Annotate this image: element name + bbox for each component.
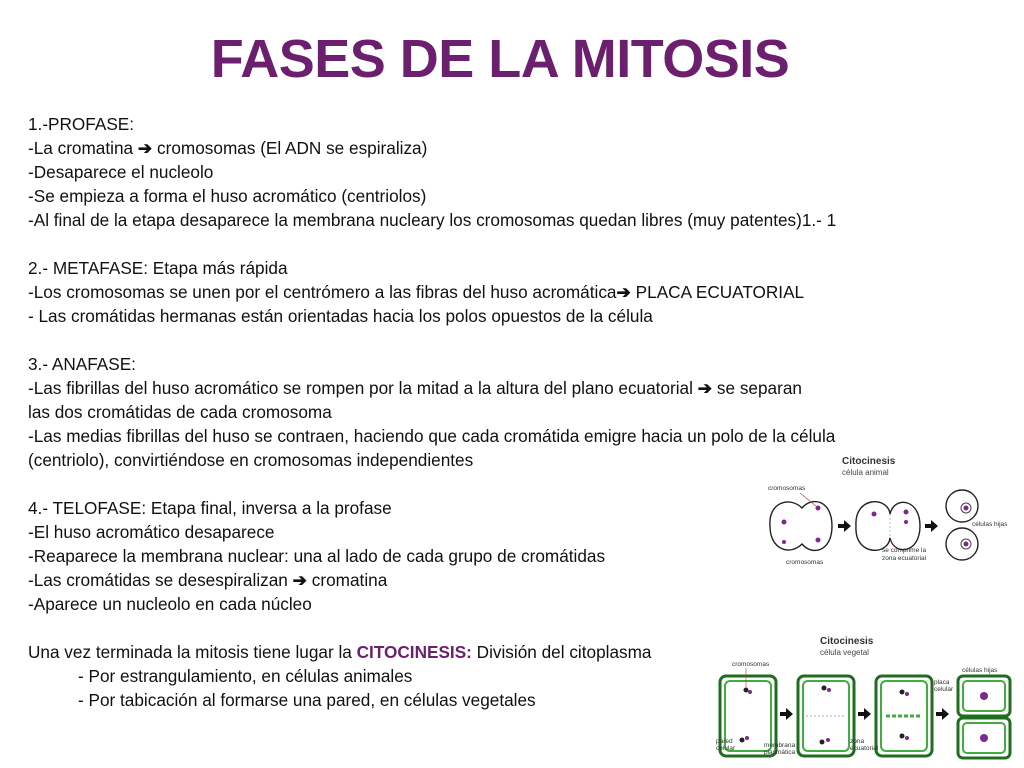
arrow-icon: ➔ bbox=[697, 378, 713, 398]
text-segment: cromosomas (El ADN se espiraliza) bbox=[152, 138, 428, 158]
label-cromosomas-top: cromosomas bbox=[768, 485, 806, 492]
metafase-line-1 bbox=[28, 280, 998, 304]
chromosome bbox=[744, 688, 749, 693]
text-segment: -Las cromátidas se desespiralizan bbox=[28, 570, 293, 590]
arrow-icon bbox=[925, 520, 938, 532]
arrow-icon: ➔ bbox=[292, 570, 308, 590]
nucleolus bbox=[964, 542, 969, 547]
text-segment: PLACA ECUATORIAL bbox=[630, 282, 805, 302]
spacer bbox=[28, 232, 998, 256]
profase-line-3: -Se empieza a forma el huso acromático (centriolos) bbox=[28, 186, 427, 206]
anafase-line-4: (centriolo), convirtiéndose en cromosomas independientes bbox=[28, 450, 474, 470]
label-cromosomas-bottom: cromosomas bbox=[786, 559, 824, 566]
anafase-line-1 bbox=[28, 376, 998, 400]
arrow-icon bbox=[780, 708, 793, 720]
figure-citocinesis-animal bbox=[760, 452, 1010, 572]
profase-line-1 bbox=[28, 136, 998, 160]
telofase-line-1: -El huso acromático desaparece bbox=[28, 522, 275, 542]
text-segment: División del citoplasma bbox=[471, 642, 652, 662]
label-line: zona bbox=[850, 738, 865, 745]
arrow-icon: ➔ bbox=[616, 282, 631, 302]
chromosome bbox=[816, 538, 821, 543]
figure-subtitle: célula vegetal bbox=[820, 648, 869, 657]
anafase-heading: 3.- ANAFASE: bbox=[28, 354, 136, 374]
chromosome bbox=[822, 686, 827, 691]
label-line: pared bbox=[716, 738, 733, 745]
label-line: celular bbox=[716, 745, 736, 752]
label-hijas: células hijas bbox=[972, 521, 1008, 528]
label-hijas: células hijas bbox=[962, 667, 998, 674]
slide-body bbox=[28, 112, 998, 712]
chromosome bbox=[827, 688, 831, 692]
arrow-icon bbox=[858, 708, 871, 720]
citocinesis-item-1: - Por estrangulamiento, en células animales bbox=[78, 666, 413, 686]
text-segment: cromatina bbox=[307, 570, 388, 590]
animal-cytokinesis-diagram bbox=[760, 452, 1010, 572]
arrow-icon bbox=[838, 520, 851, 532]
label-line: membrana bbox=[764, 742, 796, 749]
metafase-heading: 2.- METAFASE: Etapa más rápida bbox=[28, 258, 288, 278]
text-segment: -La cromatina bbox=[28, 138, 138, 158]
plant-figure-bottom-labels bbox=[716, 730, 1016, 764]
chromosome bbox=[900, 690, 905, 695]
label-cromosomas: cromosomas bbox=[732, 661, 770, 668]
arrow-icon bbox=[936, 708, 949, 720]
animal-cell-2 bbox=[856, 502, 920, 551]
chromosome bbox=[904, 520, 908, 524]
metafase-line-2: - Las cromátidas hermanas están orientadas hacia los polos opuestos de la célula bbox=[28, 306, 653, 326]
chromosome bbox=[872, 512, 877, 517]
label-zona-2: zona ecuatorial bbox=[882, 555, 927, 562]
text-segment: -Los cromosomas se unen por el centrómero a las fibras del huso acromática bbox=[28, 282, 617, 302]
text-segment: se separan bbox=[712, 378, 802, 398]
figure-title: Citocinesis bbox=[842, 456, 896, 467]
page-title: FASES DE LA MITOSIS bbox=[210, 29, 790, 89]
profase-line-2: -Desaparece el nucleolo bbox=[28, 162, 214, 182]
figure-subtitle: célula animal bbox=[842, 468, 889, 477]
animal-cell-1 bbox=[770, 502, 832, 551]
nucleus bbox=[980, 692, 988, 700]
telofase-line-2: -Reaparece la membrana nuclear: una al lado de cada grupo de cromátidas bbox=[28, 546, 606, 566]
text-segment: -Las fibrillas del huso acromático se rompen por la mitad a la altura del plano ecuatorial bbox=[28, 378, 698, 398]
anafase-line-3: -Las medias fibrillas del huso se contraen, haciendo que cada cromátida emigre hacia un polo de la célula bbox=[28, 426, 836, 446]
label-zona-1: se comprime la bbox=[882, 547, 927, 554]
figure-citocinesis-vegetal bbox=[716, 632, 1016, 766]
profase-heading: 1.-PROFASE: bbox=[28, 114, 135, 134]
telofase-line-4: -Aparece un nucleolo en cada núcleo bbox=[28, 594, 312, 614]
label-placa-1: placa bbox=[934, 679, 950, 686]
label-zona bbox=[850, 738, 878, 752]
spacer bbox=[28, 328, 998, 352]
chromosome bbox=[748, 690, 752, 694]
anafase-line-2: las dos cromátidas de cada cromosoma bbox=[28, 402, 332, 422]
profase-line-4: -Al final de la etapa desaparece la membrana nucleary los cromosomas quedan libres (muy patentes)1.- 1 bbox=[28, 210, 837, 230]
chromosome bbox=[816, 506, 821, 511]
telofase-heading: 4.- TELOFASE: Etapa final, inversa a la profase bbox=[28, 498, 392, 518]
label-membrana bbox=[764, 742, 795, 756]
label-line: ecuatorial bbox=[850, 745, 879, 752]
chromosome bbox=[904, 510, 909, 515]
citocinesis-highlight: CITOCINESIS: bbox=[356, 642, 472, 662]
chromosome bbox=[782, 540, 786, 544]
label-line: plasmática bbox=[764, 749, 796, 756]
label-pared bbox=[716, 738, 735, 752]
citocinesis-item-2: - Por tabicación al formarse una pared, en células vegetales bbox=[78, 690, 536, 710]
nucleolus bbox=[964, 506, 969, 511]
chromosome bbox=[782, 520, 787, 525]
label-placa-2: celular bbox=[934, 686, 954, 693]
chromosome bbox=[905, 692, 909, 696]
figure-title: Citocinesis bbox=[820, 636, 874, 647]
arrow-icon: ➔ bbox=[137, 138, 153, 158]
text-segment: Una vez terminada la mitosis tiene lugar la bbox=[28, 642, 357, 662]
